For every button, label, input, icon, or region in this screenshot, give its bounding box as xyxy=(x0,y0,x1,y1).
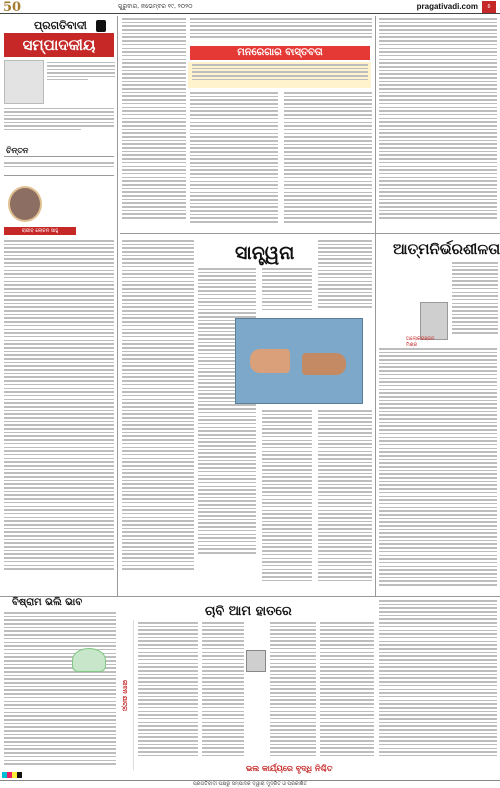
santwana-col2 xyxy=(198,268,256,593)
page-number-badge: ୫ xyxy=(482,1,496,13)
lotus-image xyxy=(72,648,106,672)
editorial-notes xyxy=(4,108,114,132)
site-link[interactable]: pragativadi.com xyxy=(416,2,478,11)
mgnrega-body-col2 xyxy=(284,92,372,228)
atmanirbhar-headline: ଆତ୍ମନିର୍ଭରଶୀଳତା xyxy=(393,240,500,258)
chabi-col1 xyxy=(138,622,198,762)
santwana-headline: ସାନ୍ତ୍ୱନା xyxy=(235,242,295,264)
anniversary-logo: 50 xyxy=(3,0,22,15)
right-top-text xyxy=(379,18,497,228)
vertical-section-label: ଜୀବନ ଯାତ୍ରା xyxy=(121,680,128,712)
brand-title: ପ୍ରଗତିବାଦୀ xyxy=(34,19,87,32)
editorial-quote xyxy=(47,62,115,82)
santwana-lower-col4 xyxy=(318,410,372,593)
mgnrega-body-col1 xyxy=(190,92,278,228)
santwana-col1 xyxy=(122,240,194,595)
atm-author-photo xyxy=(420,302,448,340)
atm-author-name: ଅଲୋକରଞ୍ଜନ ମିଶ୍ର xyxy=(406,336,435,348)
chintan-heading: ଚିନ୍ତନ xyxy=(6,146,29,155)
santwana-col4 xyxy=(318,240,372,314)
santwana-col3-upper xyxy=(262,268,312,314)
bottom-headline: ଭଲ କାର୍ଯ୍ୟରେ ବୃଦ୍ଧି ନିଶ୍ଚିତ xyxy=(246,764,333,773)
contact-box xyxy=(4,156,114,176)
mgnrega-headline: ମନରେଗାର ବାସ୍ତବତା xyxy=(190,46,370,60)
chabi-headline: ଚାବି ଆମ ହାତରେ xyxy=(205,604,292,619)
mgnrega-summary-text xyxy=(192,64,368,86)
section-divider xyxy=(120,233,500,234)
atm-body-text xyxy=(379,348,497,593)
mid-top-text-left xyxy=(122,18,186,228)
pen-icon xyxy=(96,20,106,32)
column-divider xyxy=(375,16,376,596)
author-name: ରାଜୀବ ଲୋଚନ ସାହୁ xyxy=(4,227,76,235)
header-date: ଗୁରୁବାର, ନଭେମ୍ବର ୧୯, ୨୦୨୦ xyxy=(118,3,193,10)
editorial-section-title: ସମ୍ପାଦକୀୟ xyxy=(4,33,114,57)
bishram-body-text xyxy=(4,612,116,770)
chabi-col2 xyxy=(202,622,244,762)
gandhi-portrait-image xyxy=(4,60,44,104)
handshake-photo xyxy=(235,318,363,404)
mid-top-text-upper xyxy=(190,18,372,44)
author-photo xyxy=(8,186,42,222)
chabi-author-photo xyxy=(246,650,266,672)
atm-bio-text xyxy=(452,262,498,342)
right-bottom-text xyxy=(379,600,497,762)
bishram-headline: ବିଷ୍ରାମ ଭଲି ଭାବ xyxy=(12,597,83,608)
chabi-col3 xyxy=(270,622,316,762)
page-footer: ପ୍ରଗତିବାଦୀ ପକ୍ଷରୁ ସମ୍ପାଦକ ଦ୍ୱାରା ମୁଦ୍ରିତ ଓ ପ୍ରକାଶିତ xyxy=(0,780,500,788)
page-header xyxy=(0,0,500,14)
print-color-bar xyxy=(2,772,22,778)
chabi-col4 xyxy=(320,622,374,762)
santwana-lower-col3 xyxy=(262,410,312,593)
editorial-body-text xyxy=(4,240,114,590)
